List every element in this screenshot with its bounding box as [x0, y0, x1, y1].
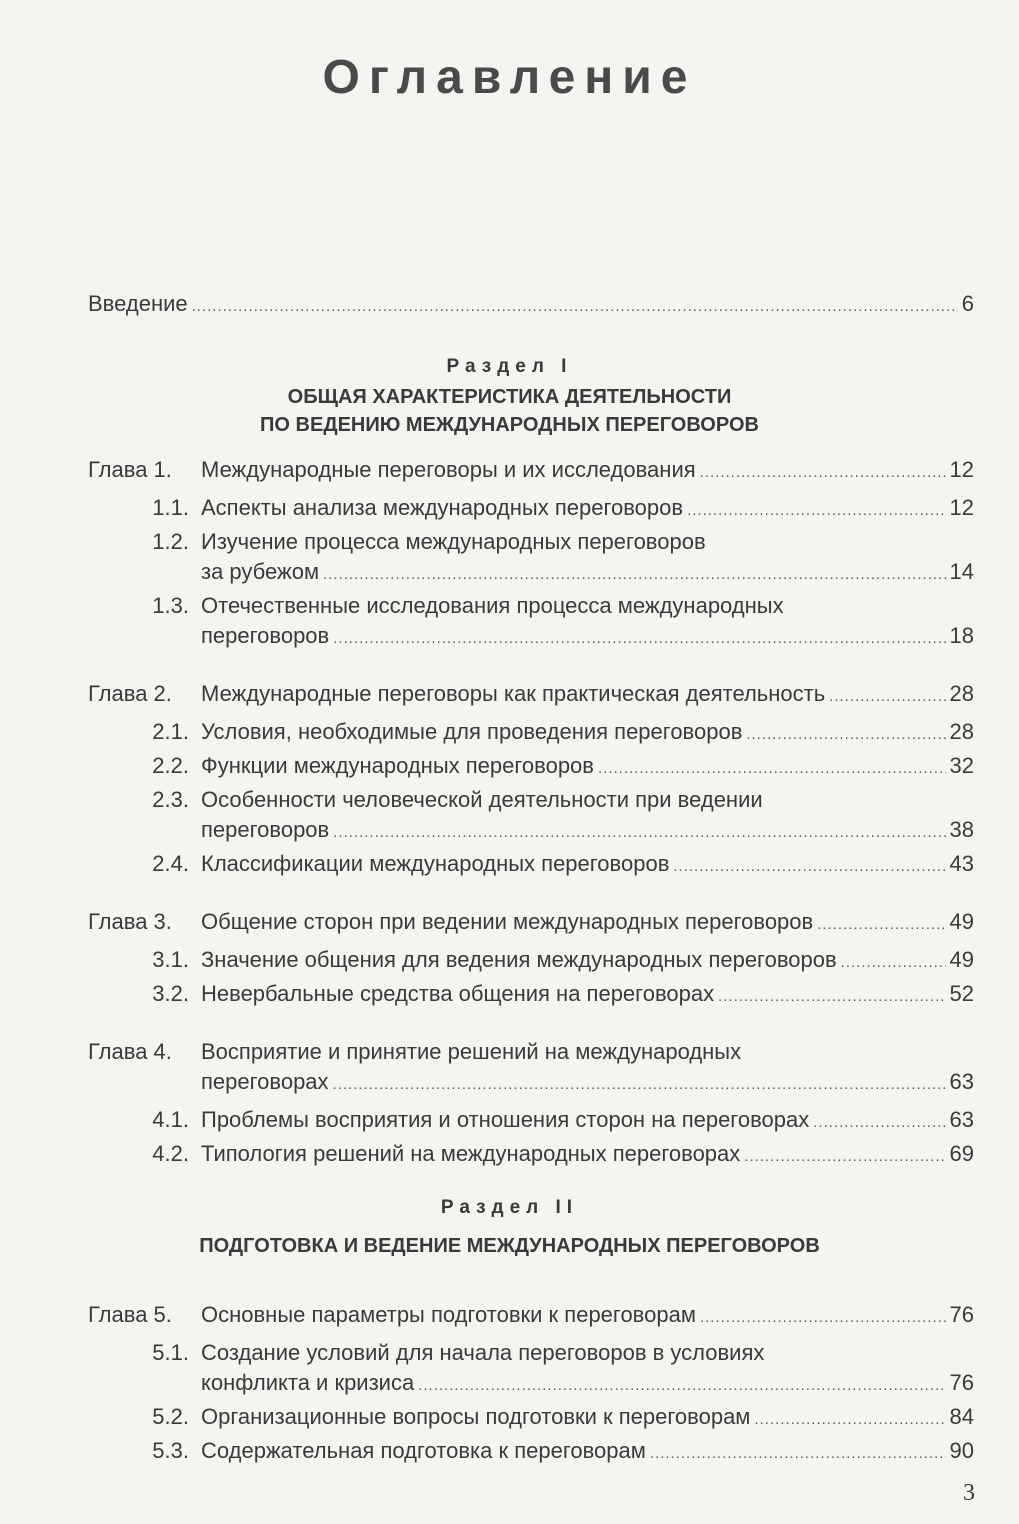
toc-number: Глава 5. — [88, 1302, 172, 1327]
toc-number: 1.3. — [152, 593, 189, 618]
toc-entry-text: Восприятие и принятие решений на международных — [201, 1039, 742, 1064]
leader-dots — [754, 1405, 945, 1435]
leader-dots — [700, 1303, 946, 1333]
toc-chapter — [88, 679, 974, 712]
toc-page-number: 76 — [949, 1370, 974, 1395]
toc-chapter — [88, 455, 974, 488]
toc-entry — [88, 849, 974, 882]
toc-entry — [88, 1402, 974, 1435]
toc-page-number: 63 — [949, 1069, 974, 1094]
toc-entry-continuation — [201, 557, 974, 590]
toc-page-number: 14 — [949, 559, 974, 584]
toc-page-number: 84 — [949, 1404, 974, 1429]
toc-number: 4.1. — [152, 1107, 189, 1132]
section-title-line: ПО ВЕДЕНИЮ МЕЖДУНАРОДНЫХ ПЕРЕГОВОРОВ — [260, 414, 759, 436]
toc-entry — [88, 945, 974, 978]
toc-entry-text: за рубежом — [201, 559, 320, 584]
toc-entry — [88, 1436, 974, 1469]
toc-chapter — [88, 1300, 974, 1333]
toc-number: 5.3. — [152, 1438, 189, 1463]
leader-dots — [817, 910, 945, 940]
toc-number: 5.1. — [152, 1340, 189, 1365]
toc-entry-continuation — [201, 815, 974, 848]
leader-dots — [323, 560, 945, 590]
section-label: Раздел II — [440, 1197, 579, 1218]
toc-entry — [88, 1139, 974, 1172]
toc-entry-text: Проблемы восприятия и отношения сторон на переговорах — [201, 1107, 810, 1132]
toc-entry-continuation — [201, 1368, 974, 1401]
toc-entry-text: Невербальные средства общения на переговорах — [201, 981, 715, 1006]
toc-entry — [88, 785, 974, 815]
toc-page-number: 28 — [949, 681, 974, 706]
leader-dots — [333, 1070, 946, 1100]
leader-dots — [418, 1371, 945, 1401]
leader-dots — [673, 852, 945, 882]
section-title-line: ОБЩАЯ ХАРАКТЕРИСТИКА ДЕЯТЕЛЬНОСТИ — [287, 386, 732, 408]
toc-entry-text: Аспекты анализа международных переговоров — [201, 495, 684, 520]
toc-entry-text: Международные переговоры как практическая деятельность — [201, 681, 826, 706]
toc-entry — [88, 979, 974, 1012]
toc-page-number: 49 — [949, 909, 974, 934]
leader-dots — [192, 292, 958, 322]
page-title: Оглавление — [322, 51, 697, 104]
toc-page-number: 49 — [949, 947, 974, 972]
toc-entry — [88, 493, 974, 526]
toc-number: 4.2. — [152, 1141, 189, 1166]
page-folio: 3 — [963, 1480, 975, 1506]
toc-page-number: 38 — [949, 817, 974, 842]
toc-entry — [88, 751, 974, 784]
toc-page-number: 69 — [949, 1141, 974, 1166]
toc-number: 2.3. — [152, 787, 189, 812]
leader-dots — [598, 754, 946, 784]
toc-number: Глава 3. — [88, 909, 172, 934]
section-label: Раздел I — [446, 356, 573, 377]
leader-dots — [829, 682, 945, 712]
toc-number: 5.2. — [152, 1404, 189, 1429]
toc-entry-intro — [88, 289, 974, 322]
toc-entry-text: Значение общения для ведения международных переговоров — [201, 947, 837, 972]
toc-entry-continuation — [201, 621, 974, 654]
leader-dots — [700, 458, 946, 488]
toc-page-number: 6 — [961, 291, 974, 316]
toc-entry-text: Типология решений на международных переговорах — [201, 1141, 741, 1166]
toc-entry-continuation — [201, 1067, 974, 1100]
toc-entry-text: Основные параметры подготовки к переговорам — [201, 1302, 696, 1327]
leader-dots — [813, 1108, 945, 1138]
toc-entry — [88, 527, 974, 557]
toc-entry-text: конфликта и кризиса — [201, 1370, 415, 1395]
toc-number: 2.1. — [152, 719, 189, 744]
leader-dots — [333, 624, 945, 654]
toc-page-number: 43 — [949, 851, 974, 876]
section-title-line: ПОДГОТОВКА И ВЕДЕНИЕ МЕЖДУНАРОДНЫХ ПЕРЕГОВОРОВ — [199, 1235, 820, 1257]
leader-dots — [718, 982, 945, 1012]
toc-entry-text: переговорах — [201, 1069, 329, 1094]
toc-entry-text: Введение — [88, 291, 188, 316]
toc-chapter — [88, 1037, 974, 1067]
toc-entry-text: Классификации международных переговоров — [201, 851, 670, 876]
toc-entry-text: переговоров — [201, 623, 330, 648]
leader-dots — [687, 496, 945, 526]
toc-number: 1.1. — [152, 495, 189, 520]
toc-page-number: 18 — [949, 623, 974, 648]
toc-number: 2.4. — [152, 851, 189, 876]
toc-entry-text: переговоров — [201, 817, 330, 842]
leader-dots — [746, 720, 945, 750]
toc-number: 2.2. — [152, 753, 189, 778]
toc-entry — [88, 717, 974, 750]
toc-number: Глава 4. — [88, 1039, 172, 1064]
toc-entry-text: Особенности человеческой деятельности при ведении — [201, 787, 763, 812]
toc-entry — [88, 1105, 974, 1138]
toc-page-number: 12 — [949, 495, 974, 520]
toc-page-number: 52 — [949, 981, 974, 1006]
toc-entry-text: Условия, необходимые для проведения переговоров — [201, 719, 743, 744]
toc-page-number: 32 — [949, 753, 974, 778]
leader-dots — [650, 1439, 946, 1469]
toc-page-number: 28 — [949, 719, 974, 744]
toc-number: 3.1. — [152, 947, 189, 972]
toc-page-number: 90 — [949, 1438, 974, 1463]
toc-entry-text: Отечественные исследования процесса международных — [201, 593, 784, 618]
toc-number: Глава 1. — [88, 457, 172, 482]
toc-entry — [88, 1338, 974, 1368]
toc-page-number: 12 — [949, 457, 974, 482]
toc-entry-text: Международные переговоры и их исследования — [201, 457, 696, 482]
toc-entry-text: Создание условий для начала переговоров в условиях — [201, 1340, 765, 1365]
toc-page-number: 76 — [949, 1302, 974, 1327]
leader-dots — [841, 948, 946, 978]
toc-number: Глава 2. — [88, 681, 172, 706]
toc-entry-text: Изучение процесса международных переговоров — [201, 529, 706, 554]
toc-entry — [88, 591, 974, 621]
toc-chapter — [88, 907, 974, 940]
toc-entry-text: Функции международных переговоров — [201, 753, 594, 778]
toc-number: 1.2. — [152, 529, 189, 554]
leader-dots — [333, 818, 945, 848]
toc-number: 3.2. — [152, 981, 189, 1006]
toc-entry-text: Общение сторон при ведении международных переговоров — [201, 909, 814, 934]
toc-entry-text: Содержательная подготовка к переговорам — [201, 1438, 646, 1463]
toc-entry-text: Организационные вопросы подготовки к переговорам — [201, 1404, 751, 1429]
toc-page-number: 63 — [949, 1107, 974, 1132]
leader-dots — [744, 1142, 945, 1172]
